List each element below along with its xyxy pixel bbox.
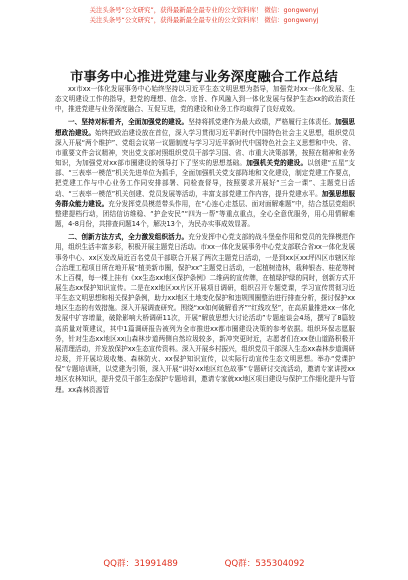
document-body — [55, 84, 355, 395]
document-title: 市事务中心推进党建与业务深度融合工作总结 — [70, 70, 338, 85]
subsection-heading: 加强机关党的建设。 — [246, 159, 308, 168]
section-heading: 二、创新方法方式，全力激发组织活力。 — [68, 233, 189, 242]
subsection-heading: 加强思想政治建设。 — [55, 118, 356, 137]
qq-group-1: QQ群：31991489 — [103, 559, 178, 569]
section-1-paragraph — [55, 117, 355, 229]
promo-banner — [0, 6, 408, 25]
body-text: 充分发挥党员模范带头作用，在“心连心走基层、面对面解难题”中，结合基层党组织整建提档行动，团结信访维稳、“护企安民”“四为一帮”等重点重点，全心全意优服务，用心用情解难题，4-8月份，共排查问题14个，解决13个，为民办实事成效显著。 — [55, 199, 355, 229]
promo-line: 关注头条号“公文研究”，获得最新最全最专业的公文资料库！ 微信：gongwenyj — [89, 16, 319, 24]
promo-line: 关注头条号“公文研究”，获得最新最全最专业的公文资料库！ 微信：gongwenyj — [89, 6, 319, 14]
body-text: 始终把政治建设放在首位，深入学习贯彻习近平新时代中国特色社会主义思想，组织党员深入开展“两个维护”、党组会议第一议题制度与学习习近平新时代中国特色社会主义思想和中央、省、市重要文件会议精神，突出党支部对照组织党员干部学习国、省、市重大决策部署，按照在精神和业务知识，为加强党对xx部市圈建设的领导打下了坚实的思想基础。 — [55, 128, 356, 168]
footer-contact — [0, 557, 408, 569]
body-text: 坚持将抓党建作为最大政绩，严格履行主体责任。 — [188, 118, 336, 127]
body-text: 充分发挥中心党支部的战斗堡垒作用和党员的先锋模范作用，组织生活丰富多彩，积极开展主题党日活动。市xx一体化发展事务中心党支部联合省xx一体化发展事务中心、xx区发改局近百名党员干部联合开展了两次主题党日活动，一是到xx区xx坪四区市辖区综合治理工程项目所在地开展“植美新市圈，保护xx”主题党日活动，一起植树造林，栽种银杏、桂花等树木上百棵，每一棵上挂有《xx生态xx地区保护条例》二维码的宣传牌，在植绿护绿的同时，创新方式开展生态xx保护知识宣传。二是在xx地区xx片区开展项目调研，组织召开专题党课，学习宣传贯彻习近平生态文明思想和相关保护条例，助力xx地区土地变化保护和违规围圈整治进行排查分析，探讨保护xx地区生态的有效措施。深入开展调查研究。围绕“xx如何破解看齐”“红线攻坚”，在高质量推进xx一体化发展中扩容增量，破除影响大桥调研11次，开展“解放思想大讨论活动”专题座谈会4场，撰写了8篇较高质量对策建议，其中1篇调研报告被列为全市推进xx都市圈建设决策的参考依据。组织环保志愿服务，针对生态xx地区xx山森林步道两侧自然垃圾较多，新冲突更时近，志愿者们在xx登山道路积极开展清理活动，并发放保护xx生态宣传资料。深入开展乡村振兴，组织党员干部深入生态xx森林步道调研垃圾，并开展垃圾收集、森林防火、xx保护知识宣传，以实际行动宣传生态文明思想。举办“党课护保”专题培训班，以党建为引领，深入开展“讲好xx地区红色故事”专题研讨交流活动，邀请专家讲授xx地区农林知识，提升党员干部生态保护专题培训，邀请专家就xx地区项目建设与保护工作细化提升与管理。xx森林资源管 — [55, 233, 356, 394]
body-text: 以创建“五星”支部、“三表率一模范”机关先进单位为抓手，全面加强机关党支部阵地和文化建设，制定党建工作要点，把党建工作与中心业务工作同安排部署、同检查督导，按照要求开展好“三会一课”、主题党日活动、“三表率一模范”机关创建、党员发展等活动，丰富支部党建工作内容，提升党建水平。 — [55, 159, 355, 198]
section-2-paragraph — [55, 232, 355, 395]
section-heading: 一、坚持对标看齐，全面加强党的建设。 — [68, 118, 189, 127]
intro-paragraph: xx市xx一体化发展事务中心始终坚持以习近平生态文明思想为指导，加强党对xx一体化发展、生态文明建设工作的指导，把党的理想、信念、宗旨、作风融入到一体化发展与保护生态xx的政治责任中，推进党建与业务深度融合、互促互进，党的建设和业务工作均取得了良好成效。 — [55, 85, 355, 114]
subsection-heading: 加强思想服务群众能力建设。 — [55, 189, 355, 208]
qq-group-2: QQ群：535304092 — [224, 559, 305, 569]
